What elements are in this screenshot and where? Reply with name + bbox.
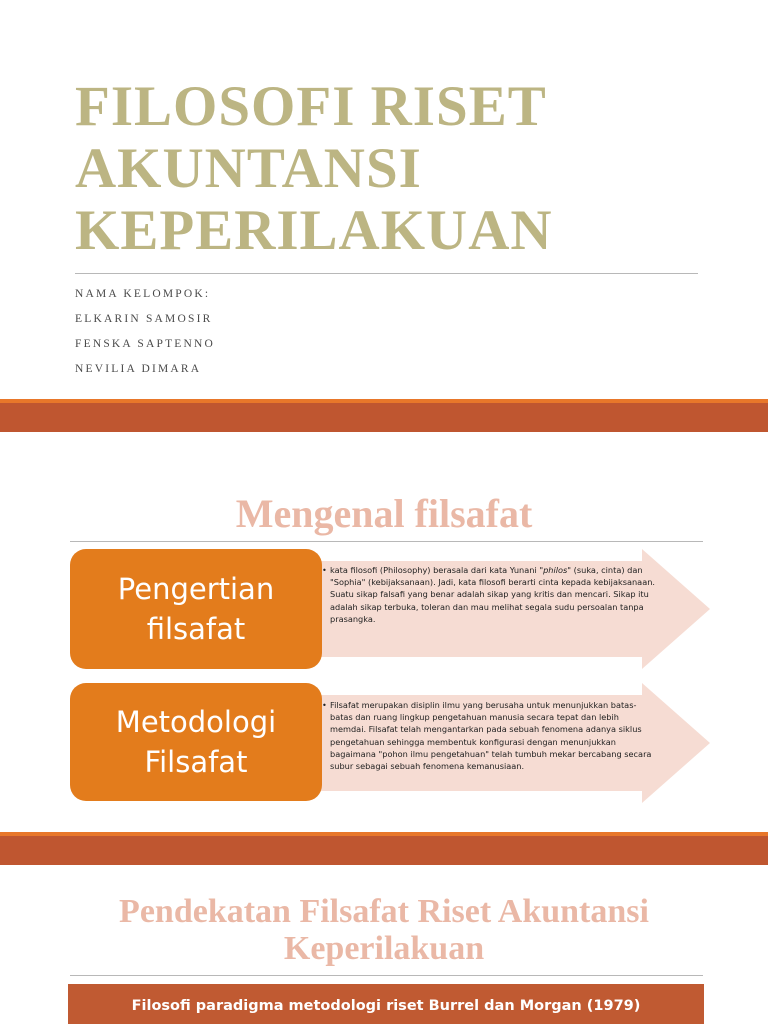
- member-list: [75, 282, 215, 382]
- slide1-title: [75, 76, 715, 262]
- concept-row-definition: [70, 549, 710, 669]
- slide3-title: [40, 893, 728, 967]
- concept-label-line: Pengertian: [117, 572, 275, 606]
- concept-description: [322, 564, 657, 625]
- concept-description: [322, 699, 657, 772]
- slide2-title: Mengenal filsafat: [235, 491, 533, 536]
- title-line-3: KEPERILAKUAN: [75, 199, 553, 262]
- description-emphasis: "philos": [539, 565, 572, 575]
- slide3-title-line: Pendekatan Filsafat Riset Akuntansi: [119, 893, 649, 930]
- title-line-2: AKUNTANSI: [75, 137, 422, 200]
- description-part: (suka, cinta) dan "Sophia" (kebijaksanaan). Jadi, kata filosofi berarti cinta kepada kebijaksanaan. Suatu sikap falsafi yang benar adalah sikap yang kritis dan mencari. Sikap itu adalah sikap terbuka, toleran dan mau melihat segala sudu persoalan tanpa prasangka.: [330, 565, 656, 624]
- title-line-1: FILOSOFI RISET: [75, 75, 547, 138]
- description-part: kata filosofi (Philosophy) berasala dari kata Yunani: [330, 565, 540, 575]
- band-highlight: [0, 832, 768, 836]
- bullet-marker: •: [322, 700, 327, 710]
- bullet-marker: •: [322, 565, 327, 575]
- band-highlight: [0, 399, 768, 403]
- concept-label-box: [70, 549, 322, 669]
- member-heading: NAMA KELOMPOK:: [75, 288, 211, 300]
- slide-separator-band: [0, 832, 768, 865]
- description-text: [322, 564, 657, 625]
- concept-row-methodology: [70, 683, 710, 803]
- slide2-divider: [70, 541, 703, 542]
- slide3-divider: [70, 975, 703, 976]
- member-name: NEVILIA DIMARA: [75, 363, 202, 375]
- slide-separator-band: [0, 399, 768, 432]
- description-text: Filsafat merupakan disiplin ilmu yang berusaha untuk menunjukkan batas-batas dan ruang lingkup pengetahuan manusia secara tepat dan lebih memdai. Filsafat telah mengantarkan pada sebuah fenomena adanya siklus pengetahuan sehingga membentuk konfigurasi dengan menunjukkan bagaimana "pohon ilmu pengetahuan" telah tumbuh mekar bercabang secara subur sebagai sebuah fenomena kemanusiaan.: [330, 700, 652, 772]
- member-name: ELKARIN SAMOSIR: [75, 313, 213, 325]
- concept-label-line: Metodologi: [115, 705, 277, 739]
- concept-label-box: [70, 683, 322, 801]
- concept-label-line: filsafat: [146, 612, 246, 646]
- member-name: FENSKA SAPTENNO: [75, 338, 216, 350]
- paradigm-banner: Filosofi paradigma metodologi riset Burrel dan Morgan (1979): [68, 984, 704, 1024]
- concept-label-line: Filsafat: [144, 745, 248, 779]
- slide3-title-line: Keperilakuan: [283, 930, 485, 967]
- slide1-divider: [75, 273, 698, 274]
